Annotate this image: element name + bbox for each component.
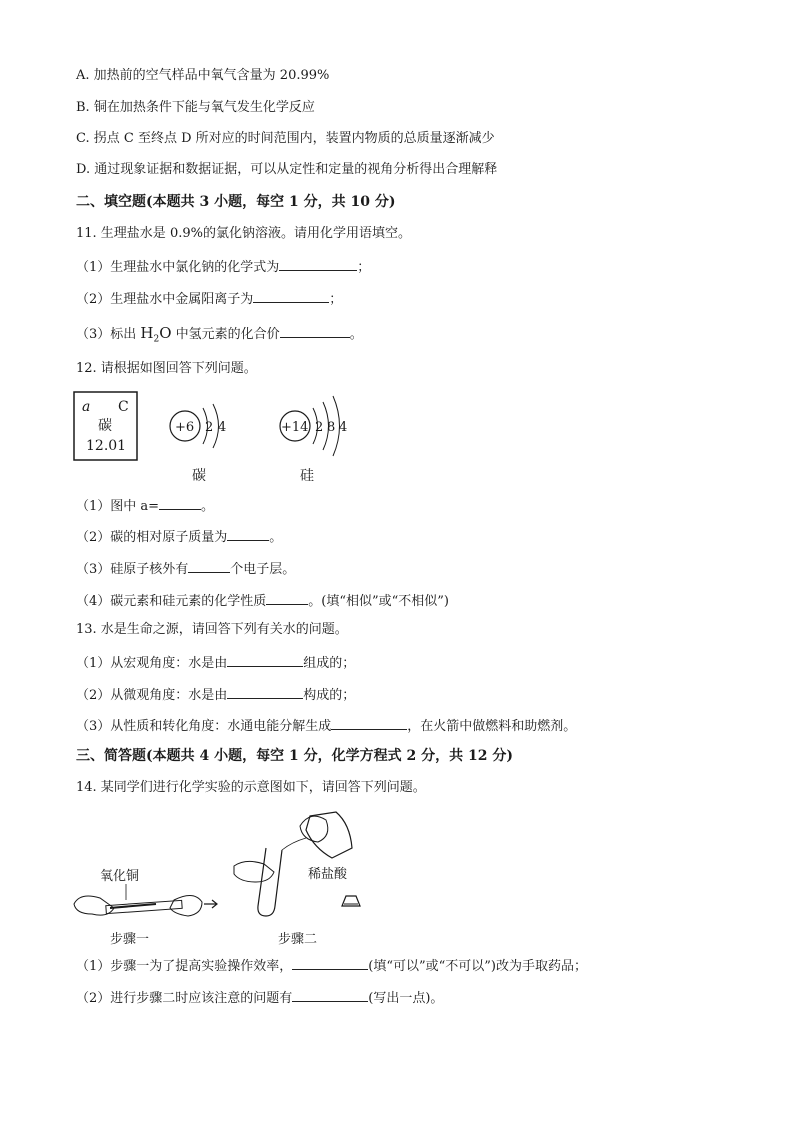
part-text: 中氢元素的化合价	[171, 327, 280, 342]
step1-label: 步骤一	[110, 932, 150, 947]
option-text: 拐点 C 至终点 D 所对应的时间范围内，装置内物质的总质量逐渐减少	[93, 131, 495, 146]
test-tube-tilted	[258, 848, 282, 916]
silicon-electrons-3: 4	[339, 420, 348, 435]
option-text: 通过现象证据和数据证据，可以从定性和定量的视角分析得出合理解释	[94, 162, 498, 177]
option-text: 铜在加热条件下能与氧气发生化学反应	[93, 100, 315, 115]
option-d	[76, 161, 497, 179]
q11-stem: 11. 生理盐水是 0.9%的氯化钠溶液。请用化学用语填空。	[76, 226, 411, 241]
part-text: （2）碳的相对原子质量为	[76, 530, 228, 545]
answer-blank[interactable]	[266, 590, 308, 605]
part-text: （1）步骤一为了提高实验操作效率，	[76, 959, 293, 974]
part-text: ；	[329, 292, 343, 307]
card-symbol: C	[118, 399, 129, 415]
part-text: 。	[269, 530, 283, 545]
label-copper-oxide: 氧化铜	[100, 869, 140, 884]
answer-blank[interactable]	[292, 987, 368, 1002]
section-title-short-answer: 三、简答题(本题共 4 小题，每空 1 分，化学方程式 2 分，共 12 分)	[76, 748, 513, 764]
formula-o: O	[159, 324, 172, 342]
liquid-stream	[282, 838, 306, 850]
card-name: 碳	[98, 418, 112, 434]
q13-part2	[76, 684, 355, 705]
q12-part1	[76, 495, 214, 516]
silicon-nucleus-charge: +14	[281, 420, 309, 435]
option-text: 加热前的空气样品中氧气含量为 20.99%	[93, 68, 330, 83]
part-text: （2）从微观角度：水是由	[76, 688, 228, 703]
part-text: （3）标出	[76, 327, 141, 342]
q12-part4	[76, 590, 449, 611]
carbon-electrons-2: 4	[218, 420, 227, 435]
carbon-nucleus-charge: +6	[175, 420, 195, 435]
q14-figure	[70, 808, 370, 948]
part-text: ，在火箭中做燃料和助燃剂。	[407, 719, 577, 734]
hand-icon	[234, 861, 274, 882]
answer-blank[interactable]	[227, 684, 303, 699]
part-text: 组成的；	[303, 656, 356, 671]
step2-label: 步骤二	[278, 932, 318, 947]
option-letter: D.	[76, 162, 91, 177]
q12-part2	[76, 526, 282, 547]
part-text: (写出一点)。	[368, 991, 444, 1006]
part-text: （2）进行步骤二时应该注意的问题有	[76, 991, 293, 1006]
arrow-icon	[204, 900, 217, 908]
formula-h: H	[140, 324, 154, 342]
pouring-hand-icon	[300, 816, 328, 842]
silicon-label: 硅	[300, 468, 314, 484]
q11-part3	[76, 323, 363, 349]
answer-blank[interactable]	[159, 495, 201, 510]
atom-structure-diagram	[72, 388, 372, 488]
answer-blank[interactable]	[253, 288, 329, 303]
card-atomic-number: a	[82, 399, 91, 415]
part-text: （3）硅原子核外有	[76, 562, 189, 577]
q11-part1	[76, 256, 370, 277]
part-text: （1）生理盐水中氯化钠的化学式为	[76, 260, 280, 275]
answer-blank[interactable]	[331, 715, 407, 730]
part-text: 。	[349, 327, 363, 342]
part-text: （1）从宏观角度：水是由	[76, 656, 228, 671]
silicon-electrons-1: 2	[315, 420, 324, 435]
silicon-electrons-2: 8	[327, 420, 336, 435]
carbon-electrons-1: 2	[205, 420, 214, 435]
option-b	[76, 99, 315, 117]
carbon-label: 碳	[192, 468, 206, 484]
label-dilute-hcl: 稀盐酸	[308, 867, 348, 882]
experiment-diagram	[70, 808, 370, 948]
answer-blank[interactable]	[188, 558, 230, 573]
formula-subscript: 2	[153, 334, 160, 345]
answer-blank[interactable]	[227, 652, 303, 667]
part-text: （2）生理盐水中金属阳离子为	[76, 292, 254, 307]
card-mass: 12.01	[86, 438, 127, 454]
part-text: (填“可以”或“不可以”)改为手取药品；	[368, 959, 588, 974]
part-text: （3）从性质和转化角度：水通电能分解生成	[76, 719, 332, 734]
answer-blank[interactable]	[292, 955, 368, 970]
part-text: 。(填“相似”或“不相似”)	[308, 594, 450, 609]
q13-part3	[76, 715, 576, 736]
q12-figure	[72, 388, 372, 488]
reagent-bottle-icon	[306, 812, 352, 858]
q11-part2	[76, 288, 342, 309]
option-letter: B.	[76, 100, 90, 115]
option-letter: C.	[76, 131, 90, 146]
q12-part3	[76, 558, 295, 579]
option-a	[76, 67, 329, 85]
part-text: （1）图中 a=	[76, 499, 160, 514]
part-text: 。	[201, 499, 215, 514]
part-text: 构成的；	[303, 688, 356, 703]
answer-blank[interactable]	[279, 256, 357, 271]
q12-stem: 12. 请根据如图回答下列问题。	[76, 361, 257, 376]
answer-blank[interactable]	[280, 323, 350, 338]
part-text: 个电子层。	[230, 562, 296, 577]
part-text: ；	[357, 260, 371, 275]
answer-blank[interactable]	[227, 526, 269, 541]
q13-stem: 13. 水是生命之源，请回答下列有关水的问题。	[76, 622, 348, 637]
q13-part1	[76, 652, 355, 673]
q14-part1	[76, 955, 587, 976]
part-text: （4）碳元素和硅元素的化学性质	[76, 594, 267, 609]
option-c	[76, 130, 495, 148]
q14-part2	[76, 987, 443, 1008]
section-title-fill-in: 二、填空题(本题共 3 小题，每空 1 分，共 10 分)	[76, 194, 396, 210]
q14-stem: 14. 某同学们进行化学实验的示意图如下，请回答下列问题。	[76, 780, 426, 795]
option-letter: A.	[76, 68, 90, 83]
right-hand-icon	[170, 895, 202, 916]
